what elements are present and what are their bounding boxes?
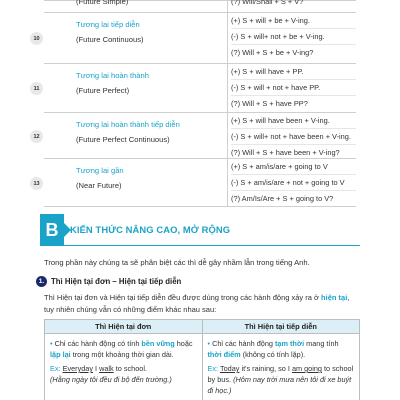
subsection-title: Thì Hiện tại đơn – Hiện tại tiếp diễn [51, 276, 182, 286]
tense-form: (?) Will + S + have been + V-ing? [231, 144, 356, 160]
column-header-present-simple: Thì Hiện tại đơn [95, 322, 152, 331]
example-translation: (Hôm nay trời mưa nên tôi đi xe buýt đi học.) [207, 375, 352, 395]
tense-name-vn: Tương lai tiếp diễn [76, 20, 140, 29]
tense-form: (?) Will/Shall + S + V? [231, 0, 304, 6]
example-translation: (Hằng ngày tôi đều đi bộ đến trường.) [50, 375, 172, 384]
tense-form: (+) S + will + be + V-ing. [231, 16, 310, 25]
comparison-table [44, 319, 360, 400]
section-title: KIẾN THỨC NÂNG CAO, MỞ RỘNG [70, 224, 231, 235]
tense-name-en: (Future Perfect Continuous) [76, 135, 170, 144]
tense-number-badge: 13 [30, 177, 43, 190]
section-header [40, 214, 360, 246]
intro-text: Trong phần này chúng ta sẽ phân biệt các thì dễ gây nhầm lẫn trong tiếng Anh. [44, 258, 310, 267]
tense-form: (+) S + am/is/are + going to V [231, 162, 328, 171]
tense-form: (-) S + will + not + have PP. [231, 79, 356, 95]
comparison-intro-paragraph: Thì Hiện tại đơn và Hiện tại tiếp diễn đều được dùng trong các hành động xảy ra ở hiện tại, tuy nhiên chúng vẫn có những điểm khác nhau sau: [44, 293, 350, 314]
example-line: Ex: Everyday I walk to school. [50, 364, 147, 373]
tense-row [33, 159, 356, 207]
present-simple-cell: • Chỉ các hành động có tính bền vững hoặc lặp lại trong một khoảng thời gian dài. Ex: Everyday I walk to school. (Hằng ngày tôi đều đi bộ đến trường.) [45, 334, 202, 400]
comparison-table-header [45, 320, 359, 334]
highlight-text: hiện tại [321, 293, 348, 302]
tense-form: (-) S + will+ not + be + V-ing. [231, 28, 356, 44]
tense-form: (-) S + am/is/are + not + going to V [231, 174, 356, 190]
tense-name-en: (Future Continuous) [76, 35, 144, 44]
subsection-heading [36, 275, 181, 287]
tense-number-badge: 11 [30, 82, 43, 95]
column-header-present-continuous: Thì Hiện tại tiếp diễn [202, 320, 360, 333]
tense-form: (?) Will + S + have PP? [231, 95, 356, 111]
tense-number-badge: 10 [30, 32, 43, 45]
tense-table [33, 0, 356, 207]
tense-number-badge: 12 [30, 130, 43, 143]
subsection-number-badge: 1. [36, 276, 47, 287]
tense-name-en: (Future Perfect) [76, 86, 130, 95]
tense-name-vn: Tương lai gần [76, 166, 124, 175]
tense-row [33, 13, 356, 64]
tense-name-en: (Future Simple) [76, 0, 129, 6]
bullet-icon: • [50, 339, 53, 348]
tense-form: (?) Am/Is/Are + S + going to V? [231, 190, 356, 206]
tense-row [44, 1, 356, 13]
tense-form: (+) S + will have been + V-ing. [231, 116, 330, 125]
tense-name-vn: Tương lai hoàn thành [76, 71, 149, 80]
section-letter-badge: B [40, 214, 64, 246]
example-line: Ex: Today it's raining, so I am going to school by bus. (Hôm nay trời mưa nên tôi đi xe buýt đi học.) [207, 364, 354, 395]
tense-form: (+) S + will have + PP. [231, 67, 304, 76]
tense-row [33, 64, 356, 113]
tense-name-en: (Near Future) [76, 181, 122, 190]
tense-name-vn: Tương lai hoàn thành tiếp diễn [76, 120, 180, 129]
tense-form: (-) S + will+ not + have been + V-ing. [231, 128, 356, 144]
present-continuous-cell: • Chỉ các hành động tạm thời mang tính thời điểm (không có tính lặp). Ex: Today it's raining, so I am going to school by bus. (Hôm nay trời mưa nên tôi đi xe buýt đi học.) [202, 334, 360, 400]
tense-form: (?) Will + S + be + V-ing? [231, 44, 356, 60]
section-underline [64, 245, 360, 246]
tense-row [33, 113, 356, 159]
bullet-icon: • [207, 339, 211, 348]
